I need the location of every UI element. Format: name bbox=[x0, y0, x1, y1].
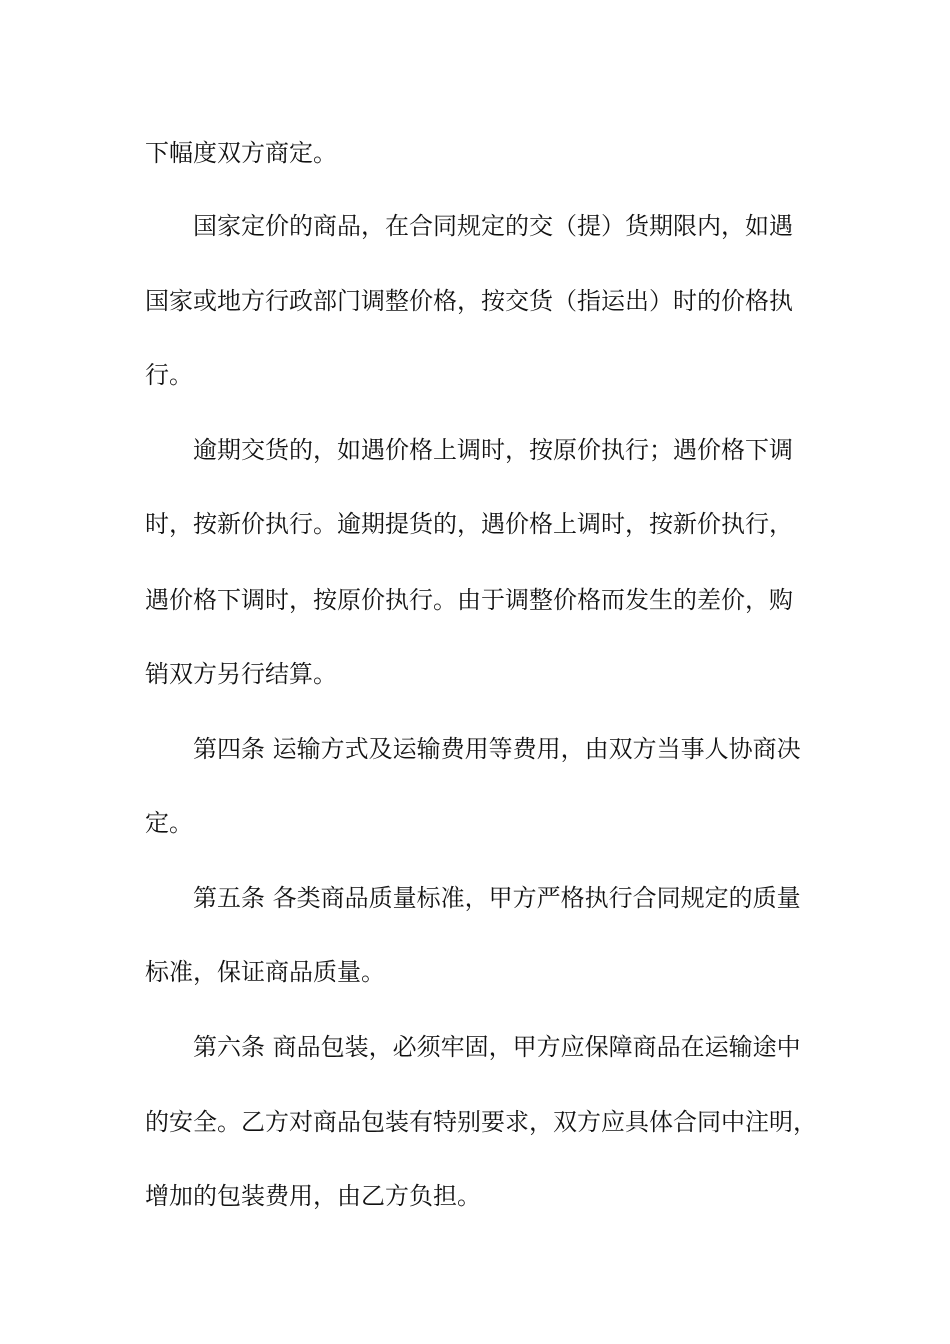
text-line-5: 逾期交货的，如遇价格上调时，按原价执行；遇价格下调 bbox=[193, 436, 793, 464]
text-line-12: 标准，保证商品质量。 bbox=[145, 958, 385, 986]
text-line-8: 销双方另行结算。 bbox=[145, 660, 337, 688]
text-line-13: 第六条 商品包装，必须牢固，甲方应保障商品在运输途中 bbox=[193, 1033, 801, 1061]
text-line-4: 行。 bbox=[145, 361, 193, 389]
text-line-6: 时，按新价执行。逾期提货的，遇价格上调时，按新价执行， bbox=[145, 510, 793, 538]
text-line-9: 第四条 运输方式及运输费用等费用，由双方当事人协商决 bbox=[193, 735, 801, 763]
text-line-14: 的安全。乙方对商品包装有特别要求，双方应具体合同中注明， bbox=[145, 1108, 817, 1136]
text-line-2: 国家定价的商品，在合同规定的交（提）货期限内，如遇 bbox=[193, 212, 793, 240]
text-line-7: 遇价格下调时，按原价执行。由于调整价格而发生的差价，购 bbox=[145, 586, 793, 614]
text-line-3: 国家或地方行政部门调整价格，按交货（指运出）时的价格执 bbox=[145, 287, 793, 315]
text-line-11: 第五条 各类商品质量标准，甲方严格执行合同规定的质量 bbox=[193, 884, 801, 912]
text-line-10: 定。 bbox=[145, 809, 193, 837]
text-line-1: 下幅度双方商定。 bbox=[145, 139, 337, 167]
text-line-15: 增加的包装费用，由乙方负担。 bbox=[145, 1182, 481, 1210]
